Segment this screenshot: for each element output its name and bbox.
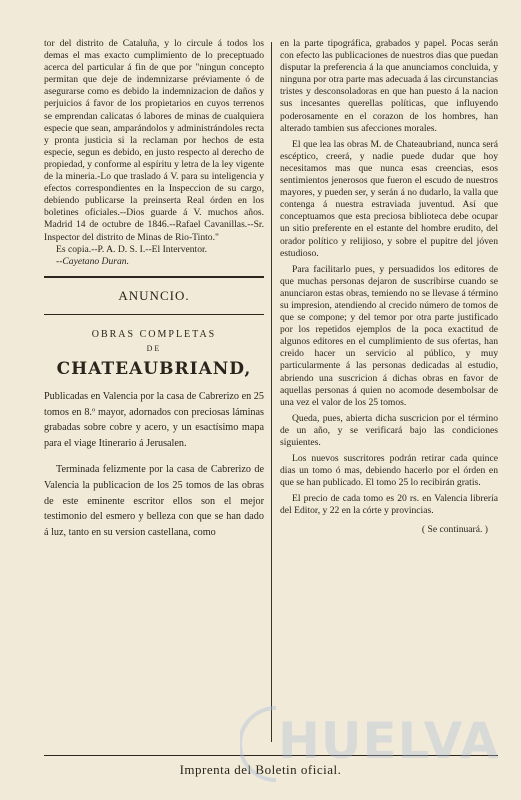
- right-paragraph-6: El precio de cada tomo es 20 rs. en Valencia librería del Editor, y 22 en la córte y provincias.: [280, 493, 498, 517]
- right-paragraph-4: Queda, pues, abierta dicha suscricion por el término de un año, y se verificará bajo las condiciones siguientes.: [280, 412, 498, 448]
- continuation-note: ( Se continuará. ): [421, 523, 488, 535]
- right-paragraph-3: Para facilitarlo pues, y persuadidos los editores de que muchas personas dejaron de suscribirse cuando se anunciaron estas obras, temiendo no se llevase á término su impresion, atendiendo al crecido número de tomos de que se compone; y del temor por otra parte justificado por los repetidos ejemplos de la poca exactitud de algunos editores en el cumplimiento de sus ofertas, han creido hacer un servicio al público, y muy particularmente á las personas dedicadas al estudio, abriendo una suscricion á dichas obras en favor de aquellas personas á quien no acomode desembolsar de una vez el valor de los 25 tomos.: [280, 263, 498, 408]
- intro-paragraph: Terminada felizmente por la casa de Cabrerizo de Valencia la publicacion de los 25 tomos de las obras de este eminente escritor ellos son el mejor testimonio del esmero y belleza con que se han dado á luz, tanto en su version castellana, como: [44, 463, 264, 539]
- left-column: [44, 38, 264, 541]
- obras-completas-title: OBRAS COMPLETAS: [91, 328, 217, 340]
- watermark-text: HUELVA: [278, 712, 500, 770]
- section-divider-thin: [44, 314, 264, 315]
- section-divider: [44, 276, 264, 278]
- signoff-line: Es copia.--P. A. D. S. I.--El Interventor.: [56, 243, 208, 255]
- author-title: CHATEAUBRIAND,: [56, 358, 252, 379]
- anuncio-heading: ANUNCIO.: [118, 287, 190, 303]
- column-divider: [271, 42, 272, 742]
- de-label: DE: [146, 343, 162, 353]
- right-paragraph-2: El que lea las obras M. de Chateaubriand, nunca será escéptico, creerá, y nadie puede dudar que hoy necesitamos mas que nunca esas creencias, esos sentimientos jenerosos que fueron el escudo de nuestros mayores, y pueden ser, y serán á no dudarlo, la valla que contenga á nuestra estraviada juventud. Así que conceptuamos que esta preciosa biblioteca debe ocupar un sitio preferente en el estante del hombre erudito, del orador político y relijioso, y sobre el pupitre del jóven estudioso.: [280, 138, 498, 259]
- publication-paragraph: Publicadas en Valencia por la casa de Cabrerizo en 25 tomos en 8.º mayor, adornados con preciosas láminas grabadas sobre cobre y acero, y un esactísimo mapa para el viage Itinerario á Jerusalen.: [44, 390, 264, 450]
- signature-name: --Cayetano Duran.: [56, 255, 130, 267]
- watermark-seal-icon: [240, 704, 280, 784]
- right-paragraph-1: en la parte tipográfica, grabados y papel. Pocas serán con efecto las publicaciones de nuestros dias que puedan disputar la preferencia á la que anunciamos concluida, y ninguna por otra parte mas adecuada á las circunstancias tristes y desconsoladoras en que han puesto á la nacion sus incesantes querellas políticas, que influyendo poderosamente en el corazon de los hombres, han alterado tambien sus afecciones morales.: [280, 38, 498, 134]
- right-paragraph-5: Los nuevos suscritores podrán retirar cada quince dias un tomo ó mas, debiendo hacerlo por el órden en que se han publicado. El tomo 25 lo recibirán gratis.: [280, 453, 498, 489]
- right-column: [280, 38, 498, 535]
- imprint-footer: Imprenta del Boletin oficial.: [179, 762, 342, 777]
- left-paragraph: tor del distrito de Cataluña, y lo circule á todos los demas el mas exacto cumplimiento de lo preceptuado acerca del particular á fin de que por "ningun concepto permitan que deje de indemnizarse préviamente ó de asegurarse como es debido la indemnizacion de daños y perjuicios á favor de los propietarios en cuyos terrenos se emprendan calicatas ó labores de minas de cualquiera especie que sean, amparándolos y administrándoles recta y pronta justicia si la reclaman por hechos de esta especie, segun es debido, en justo respecto al derecho de propiedad, y conforme al espíritu y letra de la ley vigente de la mineria.-Lo que traslado á V. para su inteligencia y efectos correspondientes en la Inspeccion de su cargo, debiendo publicarse la preinserta Real órden en los boletines oficiales.--Dios guarde á V. muchos años. Madrid 14 de octubre de 1846.--Rafael Cavanillas.--Sr. Inspector del distrito de Minas de Rio-Tinto.": [44, 38, 264, 243]
